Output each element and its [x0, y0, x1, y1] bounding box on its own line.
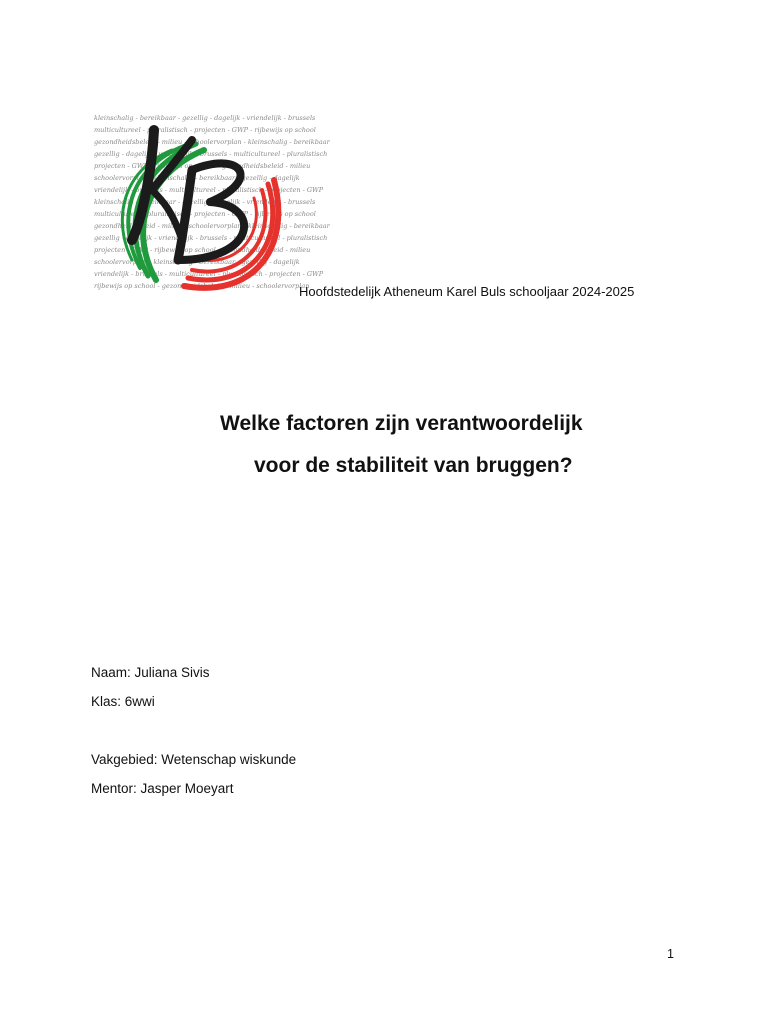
svg-text:rijbewijs op school - gezondhe: rijbewijs op school - gezondheidsbeleid - milieu - schoolervorplan — [94, 282, 310, 290]
page-number: 1 — [667, 947, 674, 961]
subject-field: Vakgebied: Wetenschap wiskunde — [91, 752, 297, 767]
svg-text:vriendelijk - brussels - multi: vriendelijk - brussels - multicultureel - pluralistisch - projecten - GWP — [94, 186, 324, 194]
svg-text:multicultureel - pluralistisch: multicultureel - pluralistisch - projecten - GWP - rijbewijs op school — [94, 126, 316, 134]
svg-text:gezellig - dagelijk - vriendel: gezellig - dagelijk - vriendelijk - brussels - multicultureel - pluralistisch — [94, 234, 328, 242]
school-logo — [92, 110, 330, 300]
student-class: Klas: 6wwi — [91, 694, 155, 709]
kb-monogram-logo — [92, 110, 330, 300]
svg-text:vriendelijk - brussels - multi: vriendelijk - brussels - multicultureel - pluralistisch - projecten - GWP — [94, 270, 324, 278]
document-title-line-2: voor de stabiliteit van bruggen? — [254, 454, 573, 477]
mentor-field: Mentor: Jasper Moeyart — [91, 781, 234, 796]
svg-text:multicultureel - pluralistisch: multicultureel - pluralistisch - projecten - GWP - rijbewijs op school — [94, 210, 316, 218]
svg-text:schoolervorplan - kleinschalig: schoolervorplan - kleinschalig - bereikbaar - gezellig - dagelijk — [94, 258, 300, 266]
svg-text:gezondheidsbeleid - milieu - s: gezondheidsbeleid - milieu - schoolervorplan - kleinschalig - bereikbaar — [94, 138, 330, 146]
svg-text:kleinschalig - bereikbaar - ge: kleinschalig - bereikbaar - gezellig - dagelijk - vriendelijk - brussels — [94, 198, 316, 206]
svg-text:projecten - GWP - rijbewijs op: projecten - GWP - rijbewijs op school - gezondheidsbeleid - milieu — [94, 246, 311, 254]
svg-text:gezondheidsbeleid - milieu - s: gezondheidsbeleid - milieu - schoolervorplan - kleinschalig - bereikbaar — [94, 222, 330, 230]
svg-text:projecten - GWP - rijbewijs op: projecten - GWP - rijbewijs op school - gezondheidsbeleid - milieu — [94, 162, 311, 170]
svg-text:schoolervorplan - kleinschalig: schoolervorplan - kleinschalig - bereikbaar - gezellig - dagelijk — [94, 174, 300, 182]
document-title-line-1: Welke factoren zijn verantwoordelijk — [220, 412, 583, 435]
svg-text:kleinschalig - bereikbaar - ge: kleinschalig - bereikbaar - gezellig - dagelijk - vriendelijk - brussels — [94, 114, 316, 122]
svg-text:gezellig - dagelijk - vriendel: gezellig - dagelijk - vriendelijk - brussels - multicultureel - pluralistisch — [94, 150, 328, 158]
student-name: Naam: Juliana Sivis — [91, 665, 210, 680]
school-year-line: Hoofdstedelijk Atheneum Karel Buls schooljaar 2024-2025 — [299, 284, 635, 299]
